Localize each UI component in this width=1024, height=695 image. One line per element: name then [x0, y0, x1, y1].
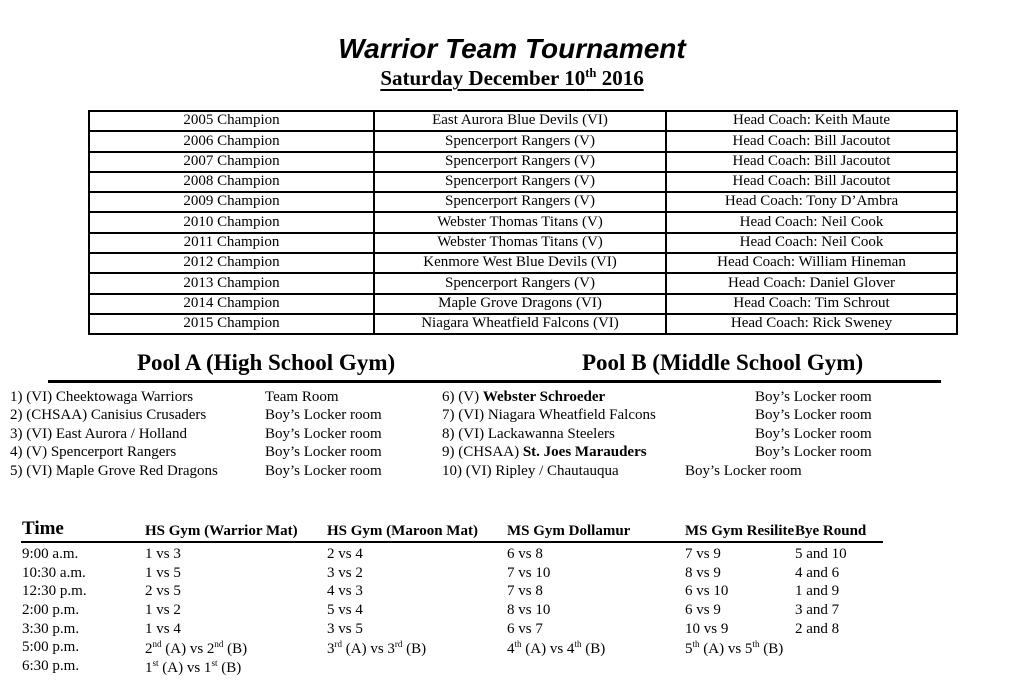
schedule-header-warrior-mat: HS Gym (Warrior Mat): [145, 523, 298, 539]
champions-table: [88, 110, 958, 335]
schedule-cell: 1 vs 2: [145, 602, 181, 618]
table-row: [89, 192, 957, 212]
subtitle-text: Saturday December 10th 2016: [380, 66, 644, 90]
schedule-cell: 7 vs 9: [685, 546, 721, 562]
time-label: 5:00 p.m.: [22, 639, 80, 655]
table-row: [89, 111, 957, 131]
schedule-cell: 3 and 7: [795, 602, 840, 618]
schedule-row: [0, 565, 1024, 584]
schedule-header-dollamur: MS Gym Dollamur: [507, 523, 631, 539]
table-row: [89, 172, 957, 192]
champion-coach: Head Coach: Bill Jacoutot: [666, 172, 957, 192]
team-seed: 6) (V): [442, 389, 483, 405]
team-name: Canisius Crusaders: [90, 407, 207, 424]
time-label: 10:30 a.m.: [22, 565, 86, 581]
pool-a-heading: Pool A (High School Gym): [137, 350, 396, 375]
time-label: 2:00 p.m.: [22, 602, 80, 618]
list-item: [10, 389, 440, 407]
team-seed: 9) (CHSAA): [442, 444, 523, 461]
team-seed: 3) (VI): [10, 425, 56, 442]
schedule-row: [0, 546, 1024, 565]
locker-room-label: Boy’s Locker room: [755, 444, 872, 461]
schedule-header-underline: [21, 541, 883, 543]
schedule-cell: 7 vs 8: [507, 583, 543, 599]
table-row: [89, 294, 957, 314]
locker-room-label: Boy’s Locker room: [755, 389, 872, 405]
champion-year: 2013 Champion: [89, 273, 374, 293]
list-item: [10, 407, 440, 425]
schedule-header-bye-round: Bye Round: [795, 523, 867, 539]
team-name: Niagara Wheatfield Falcons: [487, 407, 656, 424]
team-seed: 1) (VI): [10, 389, 56, 405]
team-seed: 7) (VI): [442, 407, 488, 424]
champion-team: Spencerport Rangers (V): [374, 152, 666, 172]
pool-a-list: [10, 389, 440, 481]
champion-coach: Head Coach: Neil Cook: [666, 212, 957, 232]
table-row: [89, 253, 957, 273]
list-item: [442, 407, 1012, 425]
champion-team: Niagara Wheatfield Falcons (VI): [374, 314, 666, 334]
schedule-cell: 2 vs 4: [327, 546, 363, 562]
schedule-cell: 8 vs 10: [507, 602, 551, 618]
team-seed: 10) (VI): [442, 462, 496, 479]
list-item: [10, 463, 440, 481]
schedule-header-time: Time: [22, 518, 64, 539]
team-label: [442, 407, 656, 423]
table-row: [89, 131, 957, 151]
champion-team: Spencerport Rangers (V): [374, 273, 666, 293]
champion-team: Webster Thomas Titans (V): [374, 212, 666, 232]
champion-year: 2010 Champion: [89, 212, 374, 232]
team-seed: 5) (VI): [10, 462, 56, 479]
team-label: [10, 463, 218, 479]
champion-coach: Head Coach: Keith Maute: [666, 111, 957, 131]
champion-year: 2011 Champion: [89, 233, 374, 253]
pool-b-list: [442, 389, 1012, 481]
team-name: Spencerport Rangers: [50, 444, 177, 461]
locker-room-label: Boy’s Locker room: [265, 444, 382, 461]
schedule-cell: 2 and 8: [795, 621, 840, 637]
schedule-cell: 1 vs 5: [145, 565, 181, 581]
schedule-row: [0, 583, 1024, 602]
team-name: Webster Schroeder: [482, 389, 606, 405]
champion-coach: Head Coach: Neil Cook: [666, 233, 957, 253]
champion-year: 2014 Champion: [89, 294, 374, 314]
team-name: East Aurora / Holland: [55, 425, 188, 442]
team-name: Lackawanna Steelers: [487, 425, 615, 442]
team-label: [442, 463, 619, 479]
champion-coach: Head Coach: Daniel Glover: [666, 273, 957, 293]
schedule-cell: 10 vs 9: [685, 621, 729, 637]
list-item: [442, 444, 1012, 462]
team-label: [10, 389, 193, 405]
schedule-cell: 5th (A) vs 5th (B): [685, 639, 784, 657]
schedule-cell: 5 vs 4: [327, 602, 363, 618]
time-label: 9:00 a.m.: [22, 546, 79, 562]
schedule-row: [0, 602, 1024, 621]
table-row: [89, 314, 957, 334]
team-name: Maple Grove Red Dragons: [55, 462, 218, 479]
champion-coach: Head Coach: Rick Sweney: [666, 314, 957, 334]
schedule-cell: 6 vs 8: [507, 546, 543, 562]
page-title: Warrior Team Tournament: [338, 33, 686, 64]
schedule-header-maroon-mat: HS Gym (Maroon Mat): [327, 523, 478, 539]
team-label: [442, 389, 605, 405]
schedule-cell: 3 vs 5: [327, 621, 363, 637]
schedule-cell: 3rd (A) vs 3rd (B): [327, 639, 427, 657]
champion-team: Webster Thomas Titans (V): [374, 233, 666, 253]
table-row: [89, 152, 957, 172]
schedule-cell: 1st (A) vs 1st (B): [145, 658, 242, 676]
champion-year: 2012 Champion: [89, 253, 374, 273]
schedule-header-resilite: MS Gym Resilite: [685, 523, 795, 539]
schedule-cell: 4th (A) vs 4th (B): [507, 639, 606, 657]
champion-team: Spencerport Rangers (V): [374, 192, 666, 212]
schedule-cell: 2nd (A) vs 2nd (B): [145, 639, 248, 657]
champion-coach: Head Coach: William Hineman: [666, 253, 957, 273]
schedule-row: [0, 658, 1024, 677]
champion-year: 2006 Champion: [89, 131, 374, 151]
schedule-cell: 3 vs 2: [327, 565, 363, 581]
time-label: 3:30 p.m.: [22, 621, 80, 637]
schedule-row: [0, 639, 1024, 658]
schedule-cell: 6 vs 9: [685, 602, 721, 618]
champion-team: Spencerport Rangers (V): [374, 172, 666, 192]
champion-coach: Head Coach: Bill Jacoutot: [666, 131, 957, 151]
schedule-cell: 6 vs 7: [507, 621, 543, 637]
locker-room-label: Team Room: [265, 389, 339, 405]
schedule-cell: 1 vs 4: [145, 621, 181, 637]
pool-headings-underline: [48, 380, 941, 383]
page-subtitle: [0, 66, 1024, 91]
list-item: [442, 426, 1012, 444]
pool-b-heading: Pool B (Middle School Gym): [582, 350, 864, 375]
team-name: Ripley / Chautauqua: [495, 462, 619, 479]
table-row: [89, 212, 957, 232]
champion-coach: Head Coach: Tony D’Ambra: [666, 192, 957, 212]
champion-team: Spencerport Rangers (V): [374, 131, 666, 151]
schedule-cell: 6 vs 10: [685, 583, 729, 599]
schedule-cell: 2 vs 5: [145, 583, 181, 599]
champion-year: 2008 Champion: [89, 172, 374, 192]
team-seed: 8) (VI): [442, 425, 488, 442]
locker-room-label: Boy’s Locker room: [685, 462, 802, 479]
list-item: [442, 463, 1012, 481]
champion-year: 2005 Champion: [89, 111, 374, 131]
champion-coach: Head Coach: Tim Schrout: [666, 294, 957, 314]
team-name: St. Joes Marauders: [522, 444, 647, 461]
schedule-cell: 7 vs 10: [507, 565, 551, 581]
locker-room-label: Boy’s Locker room: [265, 407, 382, 424]
schedule-row: [0, 621, 1024, 640]
champion-team: Maple Grove Dragons (VI): [374, 294, 666, 314]
team-label: [10, 407, 206, 423]
locker-room-label: Boy’s Locker room: [265, 425, 382, 442]
time-label: 12:30 p.m.: [22, 583, 87, 599]
schedule-cell: 4 vs 3: [327, 583, 363, 599]
list-item: [10, 444, 440, 462]
table-row: [89, 233, 957, 253]
schedule-cell: 5 and 10: [795, 546, 847, 562]
champion-year: 2009 Champion: [89, 192, 374, 212]
champion-team: Kenmore West Blue Devils (VI): [374, 253, 666, 273]
locker-room-label: Boy’s Locker room: [755, 425, 872, 442]
team-label: [10, 426, 187, 442]
locker-room-label: Boy’s Locker room: [755, 407, 872, 424]
champion-year: 2015 Champion: [89, 314, 374, 334]
team-seed: 4) (V): [10, 444, 51, 461]
list-item: [442, 389, 1012, 407]
champion-year: 2007 Champion: [89, 152, 374, 172]
team-seed: 2) (CHSAA): [10, 407, 91, 424]
champion-team: East Aurora Blue Devils (VI): [374, 111, 666, 131]
schedule-cell: 1 vs 3: [145, 546, 181, 562]
team-label: [442, 426, 615, 442]
team-name: Cheektowaga Warriors: [55, 389, 194, 405]
schedule-cell: 8 vs 9: [685, 565, 721, 581]
locker-room-label: Boy’s Locker room: [265, 462, 382, 479]
team-label: [10, 444, 176, 460]
list-item: [10, 426, 440, 444]
champion-coach: Head Coach: Bill Jacoutot: [666, 152, 957, 172]
team-label: [442, 444, 647, 460]
schedule-cell: 4 and 6: [795, 565, 840, 581]
table-row: [89, 273, 957, 293]
schedule-cell: 1 and 9: [795, 583, 840, 599]
time-label: 6:30 p.m.: [22, 658, 80, 674]
